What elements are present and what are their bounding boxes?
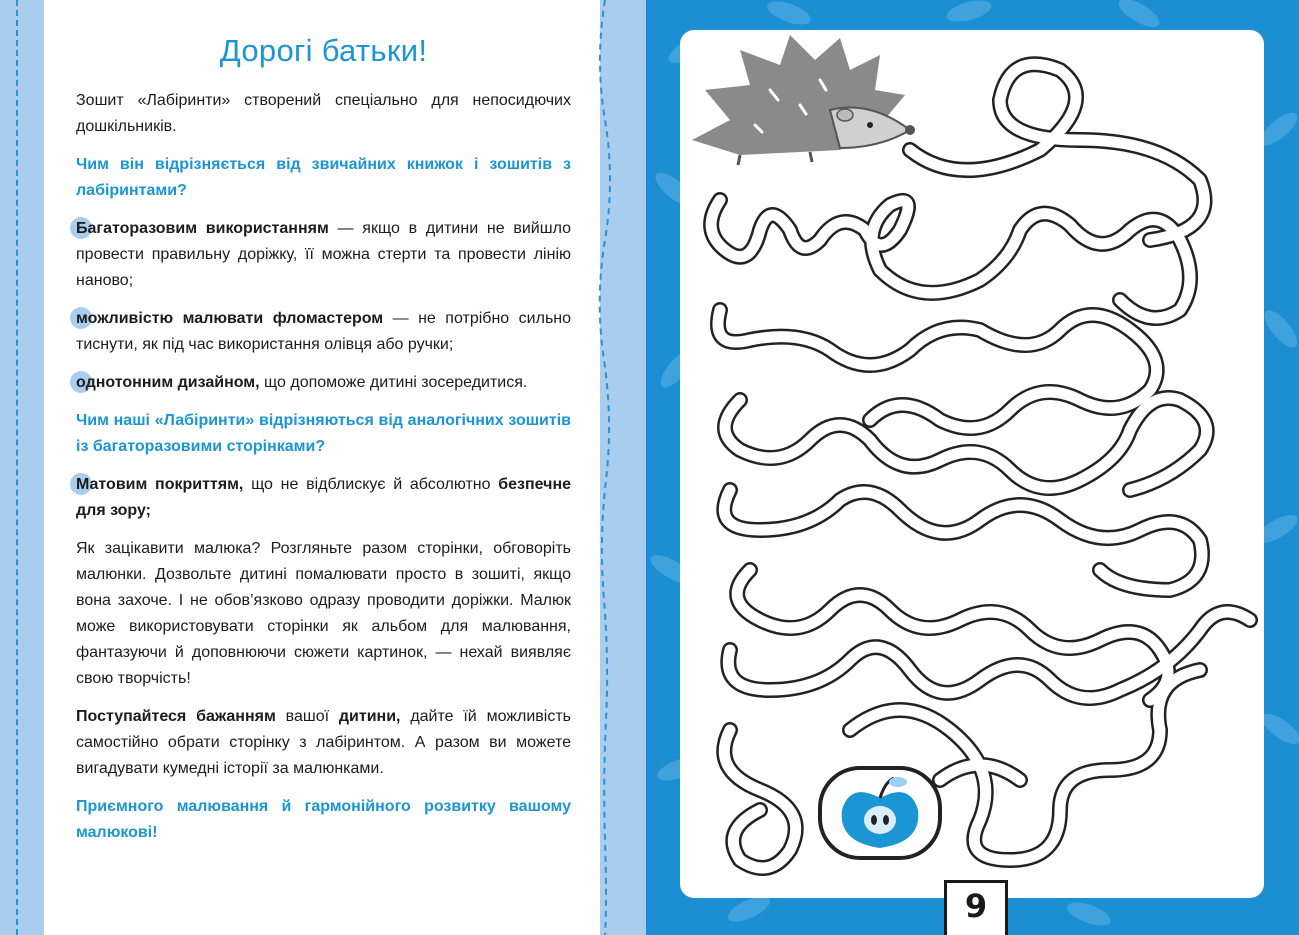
spine-stitch-line — [590, 0, 620, 935]
page-title: Дорогі батьки! — [219, 33, 428, 68]
maze-path — [711, 64, 1250, 868]
left-margin-strip — [0, 0, 44, 935]
bullet-1-bold: Багаторазовим використанням — [76, 220, 329, 237]
page-number: 9 — [944, 880, 1008, 935]
apple-icon — [820, 768, 940, 858]
maze-illustration — [680, 30, 1264, 898]
left-stitch-line — [16, 0, 18, 935]
bullet-4 — [76, 472, 571, 524]
bullet-2-bold: можливістю малювати фломастером — [76, 310, 384, 327]
bullet-3-text: що допоможе дитині зосередитися. — [259, 374, 528, 391]
paragraph-1: Як зацікавити малюка? Розгляньте разом сторінки, обговоріть малюнки. Дозвольте дитині помалювати просто в зошиті, якщо вона захоче. І не обов’язково одразу проводити доріжки. Малюк може використовувати сторінки як альбом для малювання, фантазуючи й доповнюючи сюжети картинок, — нехай виявляє свою творчість! — [76, 540, 571, 687]
paragraph-2-bold-2: дитини, — [338, 708, 401, 725]
parents-letter — [76, 30, 571, 858]
paragraph-2-mid: вашої — [275, 708, 339, 725]
leaf-decoration — [1259, 306, 1299, 353]
bullet-2-text: — не потрібно сильно тиснути, як під час використання олівця або ручки; — [76, 310, 572, 353]
leaf-decoration — [944, 0, 993, 26]
closing-paragraph: Приємного малювання й гармонійного розвитку вашому малюкові! — [76, 798, 571, 841]
leaf-decoration — [1064, 898, 1113, 931]
bullet-1-text: — якщо в дитини не вийшло провести правильну доріжку, її можна стерти та провести лінію наново; — [76, 220, 571, 289]
bullet-4-bold: Матовим покриттям, — [76, 476, 244, 493]
bullet-3-bold: однотонним дизайном, — [76, 374, 260, 391]
bullet-4-bold-2: безпечне для зору; — [76, 476, 571, 519]
hedgehog-icon — [692, 35, 915, 165]
bullet-3 — [76, 370, 571, 396]
question-1: Чим він відрізняється від звичайних книжок і зошитів з лабіринтами? — [76, 156, 571, 199]
question-2: Чим наші «Лабіринти» відрізняються від аналогічних зошитів із багаторазовими сторінками? — [76, 412, 571, 455]
bullet-2 — [76, 306, 571, 358]
paragraph-2-bold: Поступайтеся бажанням — [76, 708, 276, 725]
intro-paragraph: Зошит «Лабіринти» створений спеціально для непосидючих дошкільників. — [76, 92, 571, 135]
paragraph-2 — [76, 704, 571, 782]
leaf-decoration — [1115, 0, 1164, 32]
bullet-1 — [76, 216, 571, 294]
leaf-decoration — [764, 0, 813, 29]
paragraph-2-text: дайте їй можливість самостійно обрати сторінку з лабіринтом. А разом ви можете вигадувати кумедні історії за малюнками. — [76, 708, 571, 777]
bullet-4-text: що не відблискує й абсолютно — [243, 476, 499, 493]
